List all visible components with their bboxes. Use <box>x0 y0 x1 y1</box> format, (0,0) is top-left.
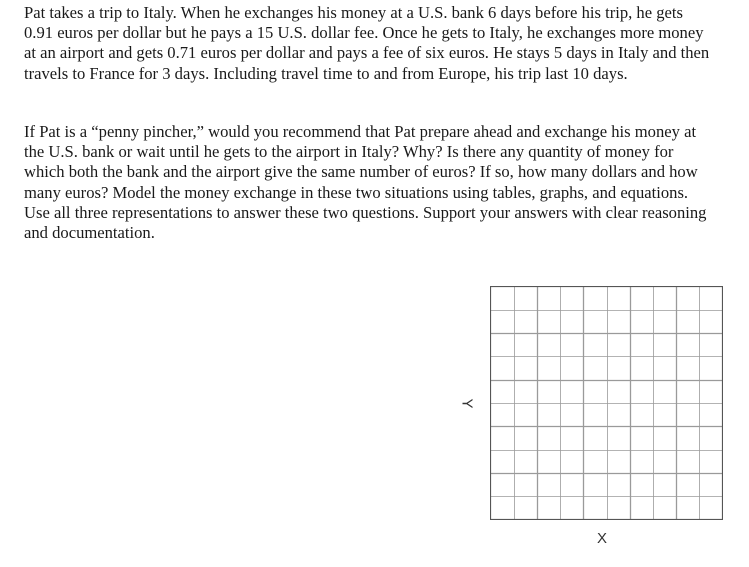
problem-paragraph-1: Pat takes a trip to Italy. When he exchanges his money at a U.S. bank 6 days before his trip, he gets 0.91 euros per dollar but he pays a 15 U.S. dollar fee. Once he gets to Italy, he exchanges more money at an airport and gets 0.71 euros per dollar and pays a fee of six euros. He stays 5 days in Italy and then travels to France for 3 days. Including travel time to and from Europe, his trip last 10 days. <box>24 3 710 83</box>
grid-lines <box>490 286 723 520</box>
grid-border <box>491 287 723 520</box>
y-axis-label: Y <box>458 398 476 409</box>
problem-paragraph-2: If Pat is a “penny pincher,” would you recommend that Pat prepare ahead and exchange his money at the U.S. bank or wait until he gets to the airport in Italy? Why? Is there any quantity of money for which both the bank and the airport give the same number of euros? If so, how many dollars and how many euros? Model the money exchange in these two situations using tables, graphs, and equations. Use all three representations to answer these two questions. Support your answers with clear reasoning and documentation. <box>24 122 707 243</box>
coordinate-grid <box>490 286 723 520</box>
x-axis-label: X <box>597 530 608 547</box>
